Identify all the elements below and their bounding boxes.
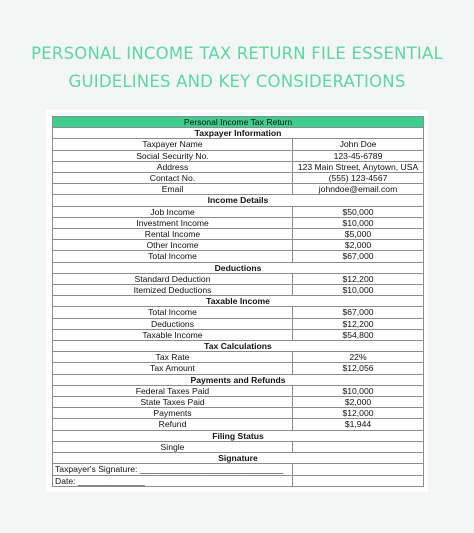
field-value-cell[interactable]: $10,000 [293, 385, 424, 396]
field-value-cell[interactable]: $50,000 [293, 206, 424, 217]
page-title [0, 40, 474, 96]
field-label-cell[interactable]: Address [53, 161, 293, 172]
field-label-cell[interactable]: Refund [53, 419, 293, 430]
field-label-cell[interactable]: Deductions [53, 318, 293, 329]
table-row [53, 419, 424, 430]
field-label-cell[interactable]: Total Income [53, 307, 293, 318]
table-row [53, 161, 424, 172]
field-value-cell[interactable] [293, 441, 424, 452]
field-label-cell[interactable]: Standard Deduction [53, 273, 293, 284]
field-label-cell[interactable]: Job Income [53, 206, 293, 217]
table-row [53, 173, 424, 184]
section-heading-filing-status[interactable]: Filing Status [53, 430, 424, 441]
table-row [53, 251, 424, 262]
spreadsheet-sheet [46, 110, 428, 492]
empty-cell[interactable] [293, 464, 424, 475]
section-heading-row [53, 128, 424, 139]
field-label-cell[interactable]: Payments [53, 408, 293, 419]
field-value-cell[interactable]: $5,000 [293, 229, 424, 240]
field-label-cell[interactable]: Total Income [53, 251, 293, 262]
table-row [53, 318, 424, 329]
section-heading-deductions[interactable]: Deductions [53, 262, 424, 273]
section-heading-taxpayer-info[interactable]: Taxpayer Information [53, 128, 424, 139]
section-heading-row [53, 430, 424, 441]
section-heading-row [53, 195, 424, 206]
field-value-cell[interactable]: $67,000 [293, 251, 424, 262]
table-row [53, 464, 424, 475]
date-line[interactable]: Date: ______________ [53, 475, 293, 486]
section-heading-signature[interactable]: Signature [53, 453, 424, 464]
field-value-cell[interactable]: $10,000 [293, 285, 424, 296]
table-row [53, 285, 424, 296]
table-row [53, 329, 424, 340]
table-row [53, 441, 424, 452]
field-value-cell[interactable]: $1,944 [293, 419, 424, 430]
field-value-cell[interactable]: $12,056 [293, 363, 424, 374]
field-label-cell[interactable]: Tax Amount [53, 363, 293, 374]
table-row [53, 139, 424, 150]
table-row [53, 408, 424, 419]
tax-return-table-body [53, 117, 424, 487]
section-heading-row [53, 374, 424, 385]
field-label-cell[interactable]: Single [53, 441, 293, 452]
field-value-cell[interactable]: $54,800 [293, 329, 424, 340]
table-row [53, 363, 424, 374]
table-row [53, 397, 424, 408]
field-value-cell[interactable]: $2,000 [293, 397, 424, 408]
field-label-cell[interactable]: Email [53, 184, 293, 195]
banner-row [53, 117, 424, 128]
field-label-cell[interactable]: Itemized Deductions [53, 285, 293, 296]
field-label-cell[interactable]: Tax Rate [53, 352, 293, 363]
table-row [53, 229, 424, 240]
empty-cell[interactable] [293, 475, 424, 486]
section-heading-row [53, 453, 424, 464]
taxpayer-signature-line[interactable]: Taxpayer's Signature: ______________________________ [53, 464, 293, 475]
field-value-cell[interactable]: 22% [293, 352, 424, 363]
section-heading-taxable-income[interactable]: Taxable Income [53, 296, 424, 307]
table-row [53, 273, 424, 284]
table-row [53, 352, 424, 363]
field-value-cell[interactable]: (555) 123-4567 [293, 173, 424, 184]
page-title-line-2: GUIDELINES AND KEY CONSIDERATIONS [68, 72, 406, 91]
section-heading-income-details[interactable]: Income Details [53, 195, 424, 206]
table-row [53, 184, 424, 195]
field-value-cell[interactable]: 123 Main Street, Anytown, USA [293, 161, 424, 172]
tax-return-table [52, 116, 424, 487]
field-label-cell[interactable]: Taxpayer Name [53, 139, 293, 150]
field-value-cell[interactable]: $2,000 [293, 240, 424, 251]
field-label-cell[interactable]: Other Income [53, 240, 293, 251]
field-label-cell[interactable]: Federal Taxes Paid [53, 385, 293, 396]
field-label-cell[interactable]: Investment Income [53, 217, 293, 228]
field-value-cell[interactable]: $12,000 [293, 408, 424, 419]
table-row [53, 206, 424, 217]
table-row [53, 150, 424, 161]
form-banner[interactable]: Personal Income Tax Return [53, 117, 424, 128]
field-value-cell[interactable]: $67,000 [293, 307, 424, 318]
field-value-cell[interactable]: $12,200 [293, 273, 424, 284]
field-value-cell[interactable]: 123-45-6789 [293, 150, 424, 161]
field-label-cell[interactable]: Social Security No. [53, 150, 293, 161]
field-value-cell[interactable]: John Doe [293, 139, 424, 150]
field-label-cell[interactable]: Rental Income [53, 229, 293, 240]
field-value-cell[interactable]: $12,200 [293, 318, 424, 329]
table-row [53, 240, 424, 251]
field-label-cell[interactable]: Taxable Income [53, 329, 293, 340]
section-heading-row [53, 296, 424, 307]
section-heading-row [53, 262, 424, 273]
table-row [53, 217, 424, 228]
table-row [53, 475, 424, 486]
table-row [53, 385, 424, 396]
section-heading-tax-calculations[interactable]: Tax Calculations [53, 341, 424, 352]
field-label-cell[interactable]: State Taxes Paid [53, 397, 293, 408]
section-heading-payments-refunds[interactable]: Payments and Refunds [53, 374, 424, 385]
table-row [53, 307, 424, 318]
field-value-cell[interactable]: $10,000 [293, 217, 424, 228]
field-value-cell[interactable]: johndoe@email.com [293, 184, 424, 195]
section-heading-row [53, 341, 424, 352]
page-title-line-1: PERSONAL INCOME TAX RETURN FILE ESSENTIAL [31, 44, 443, 63]
field-label-cell[interactable]: Contact No. [53, 173, 293, 184]
